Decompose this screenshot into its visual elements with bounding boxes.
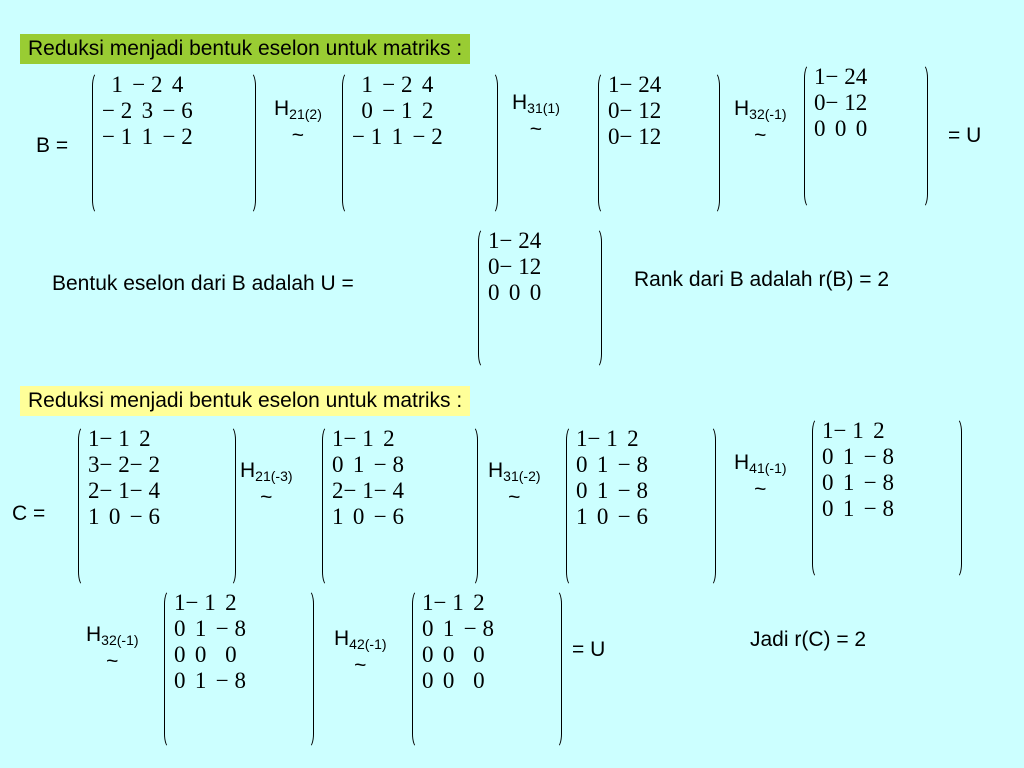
section1-title: Reduksi menjadi bentuk eselon untuk matriks : bbox=[20, 34, 470, 64]
matrix-cell: 1 bbox=[332, 426, 344, 451]
matrix-cell: 0 bbox=[361, 98, 373, 123]
matrix-b bbox=[92, 72, 256, 214]
matrix-cell: 0 bbox=[473, 642, 485, 667]
equals-u-1: = U bbox=[948, 124, 982, 147]
matrix-cell: − 1 bbox=[619, 124, 650, 149]
matrix-cell: − 8 bbox=[617, 452, 648, 477]
matrix-cell: 4 bbox=[171, 72, 184, 97]
equivalence-tilde: ~ bbox=[754, 124, 767, 147]
equals-u-2: = U bbox=[572, 638, 606, 661]
matrix-row bbox=[576, 504, 648, 530]
matrix-b-step3 bbox=[804, 64, 928, 208]
matrix-cell: 1 bbox=[88, 426, 100, 451]
right-bracket bbox=[551, 590, 562, 748]
matrix-row bbox=[88, 426, 160, 452]
matrix-cell: 0 bbox=[608, 98, 620, 123]
matrix-cell: − 4 bbox=[129, 478, 160, 503]
matrix-cell: 0 bbox=[508, 280, 521, 305]
matrix-row bbox=[822, 470, 894, 496]
matrix-cell: 1 bbox=[174, 590, 186, 615]
right-bracket bbox=[225, 426, 236, 586]
matrix-cell: − 1 bbox=[433, 590, 464, 615]
rank-c-statement: Jadi r(C) = 2 bbox=[750, 628, 867, 651]
matrix-cell: 3 bbox=[88, 452, 100, 477]
matrix-row bbox=[814, 90, 867, 116]
matrix-cell: 0 bbox=[174, 668, 186, 693]
matrix-row bbox=[174, 642, 246, 668]
matrix-cell: 2 bbox=[529, 254, 542, 279]
matrix-cell: 2 bbox=[873, 418, 885, 443]
matrix-row bbox=[102, 98, 193, 124]
matrix-cell: 1 bbox=[822, 418, 834, 443]
matrix-cell: 4 bbox=[649, 72, 662, 97]
matrix-cell: 0 bbox=[814, 116, 826, 141]
row-op-h32 bbox=[734, 98, 787, 147]
matrix-cell: 0 bbox=[822, 470, 834, 495]
matrix-cell: 1 bbox=[391, 124, 404, 149]
matrix-cell: 0 bbox=[473, 668, 485, 693]
matrix-cell: − 1 bbox=[343, 426, 374, 451]
matrix-cell: 1 bbox=[814, 64, 826, 89]
matrix-cell: − 1 bbox=[833, 418, 864, 443]
matrix-row bbox=[352, 124, 443, 150]
matrix-c bbox=[78, 426, 236, 586]
matrix-cell: − 4 bbox=[373, 478, 404, 503]
matrix-cell: 2 bbox=[332, 478, 344, 503]
matrix-cell: 2 bbox=[627, 426, 639, 451]
row-op-h31-c bbox=[488, 460, 541, 509]
matrix-row bbox=[88, 452, 160, 478]
equivalence-tilde: ~ bbox=[106, 650, 119, 673]
matrix-cell: 1 bbox=[194, 616, 207, 641]
matrix-row bbox=[332, 478, 404, 504]
matrix-cell: 3 bbox=[141, 98, 154, 123]
matrix-cell: − 2 bbox=[619, 72, 650, 97]
matrix-row bbox=[102, 72, 193, 98]
matrix-b-step1 bbox=[342, 72, 498, 214]
matrix-cell: − 2 bbox=[99, 452, 130, 477]
matrix-row bbox=[422, 616, 494, 642]
matrix-cell: − 6 bbox=[617, 504, 648, 529]
right-bracket bbox=[245, 72, 256, 214]
matrix-cell: − 1 bbox=[587, 426, 618, 451]
matrix-cell: − 2 bbox=[102, 98, 133, 123]
matrix-cell: 2 bbox=[649, 124, 662, 149]
right-bracket bbox=[917, 64, 928, 208]
matrix-cell: 0 bbox=[529, 280, 542, 305]
matrix-row bbox=[352, 98, 443, 124]
right-bracket bbox=[705, 426, 716, 586]
matrix-c-step2 bbox=[566, 426, 716, 586]
matrix-cell: 0 bbox=[174, 616, 186, 641]
matrix-cell: 1 bbox=[842, 444, 855, 469]
row-op-symbol: $H_{41(-1)}$ bbox=[734, 451, 787, 476]
matrix-cell: 0 bbox=[442, 668, 455, 693]
matrix-row bbox=[576, 478, 648, 504]
row-op-symbol: $H_{31(1)}$ bbox=[512, 91, 560, 116]
matrix-cell: 1 bbox=[596, 478, 609, 503]
right-bracket bbox=[709, 72, 720, 214]
matrix-cell: − 2 bbox=[129, 452, 160, 477]
right-bracket bbox=[467, 426, 478, 586]
matrix-cell: 2 bbox=[473, 590, 485, 615]
matrix-cell: 1 bbox=[194, 668, 207, 693]
matrix-cell: 1 bbox=[422, 590, 434, 615]
matrix-cell: − 2 bbox=[825, 64, 856, 89]
row-op-symbol: $H_{32(-1)}$ bbox=[86, 623, 139, 648]
right-bracket bbox=[951, 418, 962, 578]
matrix-cell: − 1 bbox=[102, 124, 133, 149]
matrix-cell: − 1 bbox=[382, 98, 413, 123]
matrix-cell: − 8 bbox=[463, 616, 494, 641]
right-bracket bbox=[591, 228, 602, 368]
row-op-h32-c bbox=[86, 624, 139, 673]
matrix-cell: 0 bbox=[488, 280, 500, 305]
matrix-row bbox=[814, 64, 867, 90]
matrix-cell: − 8 bbox=[863, 444, 894, 469]
matrix-c-step4 bbox=[164, 590, 314, 748]
matrix-cell: 0 bbox=[332, 452, 344, 477]
matrix-cell: 1 bbox=[332, 504, 344, 529]
equivalence-tilde: ~ bbox=[529, 118, 543, 141]
matrix-cell: 1 bbox=[488, 228, 500, 253]
matrix-c-step3 bbox=[812, 418, 962, 578]
matrix-row bbox=[102, 124, 193, 150]
matrix-cell: 4 bbox=[421, 72, 434, 97]
matrix-row bbox=[814, 116, 867, 142]
matrix-row bbox=[332, 452, 404, 478]
matrix-cell: − 6 bbox=[162, 98, 193, 123]
matrix-cell: 2 bbox=[139, 426, 151, 451]
matrix-cell: 0 bbox=[488, 254, 500, 279]
row-op-h42-c bbox=[334, 628, 387, 677]
matrix-cell: 1 bbox=[842, 470, 855, 495]
matrix-cell: 1 bbox=[576, 426, 588, 451]
matrix-cell: 4 bbox=[529, 228, 542, 253]
matrix-cell: 1 bbox=[442, 616, 455, 641]
matrix-cell: 1 bbox=[111, 72, 123, 97]
matrix-u bbox=[478, 228, 602, 368]
equivalence-tilde: ~ bbox=[260, 486, 273, 509]
matrix-cell: − 2 bbox=[382, 72, 413, 97]
matrix-cell: 1 bbox=[88, 504, 100, 529]
matrix-row bbox=[174, 590, 246, 616]
matrix-cell: 1 bbox=[352, 452, 365, 477]
matrix-row bbox=[488, 228, 541, 254]
matrix-cell: − 1 bbox=[619, 98, 650, 123]
row-op-symbol: $H_{31(-2)}$ bbox=[488, 459, 541, 484]
matrix-cell: − 2 bbox=[132, 72, 163, 97]
matrix-cell: − 8 bbox=[215, 616, 246, 641]
matrix-cell: 0 bbox=[814, 90, 826, 115]
matrix-row bbox=[88, 478, 160, 504]
matrix-cell: 0 bbox=[608, 124, 620, 149]
matrix-cell: 0 bbox=[576, 478, 588, 503]
row-op-h21 bbox=[274, 98, 322, 147]
matrix-cell: − 8 bbox=[863, 470, 894, 495]
matrix-row bbox=[488, 280, 541, 306]
matrix-row bbox=[174, 616, 246, 642]
matrix-cell: 1 bbox=[141, 124, 154, 149]
section2-title: Reduksi menjadi bentuk eselon untuk matriks : bbox=[20, 386, 470, 416]
matrix-row bbox=[174, 668, 246, 694]
matrix-cell: − 1 bbox=[352, 124, 383, 149]
matrix-row bbox=[576, 452, 648, 478]
matrix-cell: − 1 bbox=[99, 426, 130, 451]
echelon-statement: Bentuk eselon dari B adalah U = bbox=[52, 272, 354, 295]
matrix-cell: − 1 bbox=[825, 90, 856, 115]
equivalence-tilde: ~ bbox=[508, 486, 521, 509]
row-op-symbol: $H_{21(2)}$ bbox=[274, 97, 322, 122]
right-bracket bbox=[487, 72, 498, 214]
matrix-cell: 0 bbox=[442, 642, 455, 667]
matrix-cell: 4 bbox=[855, 64, 868, 89]
equivalence-tilde: ~ bbox=[354, 654, 367, 677]
matrix-cell: 0 bbox=[352, 504, 365, 529]
row-op-symbol: $H_{32(-1)}$ bbox=[734, 97, 787, 122]
matrix-cell: 0 bbox=[834, 116, 847, 141]
matrix-cell: 1 bbox=[576, 504, 588, 529]
matrix-cell: 0 bbox=[576, 452, 588, 477]
matrix-cell: − 8 bbox=[373, 452, 404, 477]
matrix-row bbox=[576, 426, 648, 452]
matrix-row bbox=[822, 496, 894, 522]
matrix-cell: 0 bbox=[225, 642, 237, 667]
matrix-cell: − 8 bbox=[215, 668, 246, 693]
matrix-cell: 0 bbox=[422, 668, 434, 693]
matrix-c-step5 bbox=[412, 590, 562, 748]
matrix-cell: 0 bbox=[855, 116, 868, 141]
row-op-symbol: $H_{21(-3)}$ bbox=[240, 459, 293, 484]
row-op-h21-c bbox=[240, 460, 293, 509]
matrix-row bbox=[822, 444, 894, 470]
matrix-row bbox=[608, 72, 661, 98]
row-op-h41-c bbox=[734, 452, 787, 501]
right-bracket bbox=[303, 590, 314, 748]
matrix-row bbox=[422, 642, 494, 668]
matrix-cell: 0 bbox=[108, 504, 121, 529]
matrix-cell: 0 bbox=[822, 496, 834, 521]
matrix-cell: − 8 bbox=[617, 478, 648, 503]
matrix-cell: − 6 bbox=[129, 504, 160, 529]
rank-b-statement: Rank dari B adalah r(B) = 2 bbox=[634, 268, 890, 291]
matrix-cell: − 1 bbox=[343, 478, 374, 503]
matrix-row bbox=[422, 590, 494, 616]
matrix-cell: 0 bbox=[422, 642, 434, 667]
matrix-cell: 0 bbox=[422, 616, 434, 641]
matrix-cell: 0 bbox=[596, 504, 609, 529]
matrix-cell: 2 bbox=[383, 426, 395, 451]
equivalence-tilde: ~ bbox=[291, 124, 305, 147]
row-op-symbol: $H_{42(-1)}$ bbox=[334, 627, 387, 652]
matrix-cell: 2 bbox=[649, 98, 662, 123]
matrix-cell: 1 bbox=[842, 496, 855, 521]
matrix-cell: 2 bbox=[225, 590, 237, 615]
matrix-cell: − 2 bbox=[412, 124, 443, 149]
matrix-cell: 2 bbox=[421, 98, 434, 123]
matrix-cell: 0 bbox=[194, 642, 207, 667]
matrix-cell: − 8 bbox=[863, 496, 894, 521]
matrix-cell: − 1 bbox=[99, 478, 130, 503]
matrix-row bbox=[422, 668, 494, 694]
matrix-cell: − 2 bbox=[162, 124, 193, 149]
matrix-cell: − 1 bbox=[499, 254, 530, 279]
equivalence-tilde: ~ bbox=[754, 478, 767, 501]
matrix-row bbox=[332, 426, 404, 452]
matrix-row bbox=[822, 418, 894, 444]
matrix-row bbox=[88, 504, 160, 530]
matrix-cell: 2 bbox=[88, 478, 100, 503]
matrix-cell: 0 bbox=[174, 642, 186, 667]
matrix-b-label: B = bbox=[36, 134, 69, 157]
matrix-c-step1 bbox=[322, 426, 478, 586]
matrix-b-step2 bbox=[598, 72, 720, 214]
matrix-cell: 1 bbox=[596, 452, 609, 477]
matrix-row bbox=[608, 98, 661, 124]
matrix-cell: − 2 bbox=[499, 228, 530, 253]
matrix-cell: 1 bbox=[608, 72, 620, 97]
matrix-row bbox=[488, 254, 541, 280]
matrix-cell: 0 bbox=[822, 444, 834, 469]
matrix-row bbox=[332, 504, 404, 530]
matrix-c-label: C = bbox=[12, 502, 46, 525]
matrix-cell: − 1 bbox=[185, 590, 216, 615]
matrix-row bbox=[608, 124, 661, 150]
row-op-h31 bbox=[512, 92, 560, 141]
matrix-row bbox=[352, 72, 443, 98]
matrix-cell: 1 bbox=[361, 72, 373, 97]
matrix-cell: − 6 bbox=[373, 504, 404, 529]
matrix-cell: 2 bbox=[855, 90, 868, 115]
